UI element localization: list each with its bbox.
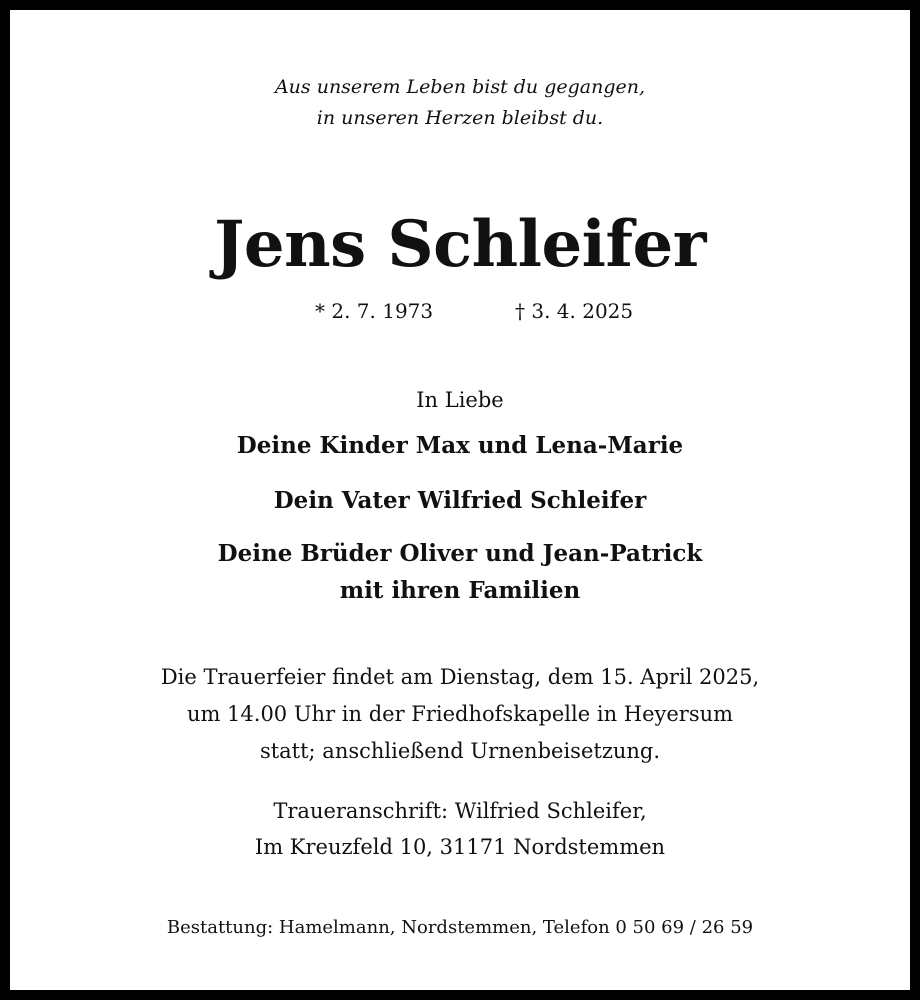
deceased-name: Jens Schleifer: [214, 207, 706, 282]
address-line-1: Traueranschrift: Wilfried Schleifer,: [273, 799, 647, 823]
mourner-line-children: Deine Kinder Max und Lena-Marie: [236, 432, 684, 459]
mourner-line-families: mit ihren Familien: [339, 577, 581, 604]
birth-date: * 2. 7. 1973: [315, 299, 434, 323]
mourners-intro: In Liebe: [416, 388, 504, 412]
service-line-3: statt; anschließend Urnenbeisetzung.: [259, 739, 661, 763]
service-line-1: Die Trauerfeier findet am Dienstag, dem 15. April 2025,: [160, 665, 760, 689]
motto-line-1: Aus unserem Leben bist du gegangen,: [274, 76, 646, 98]
service-line-2: um 14.00 Uhr in der Friedhofskapelle in Heyersum: [186, 702, 734, 726]
life-dates: [10, 297, 910, 325]
mourner-line-father: Dein Vater Wilfried Schleifer: [273, 487, 647, 514]
motto-line-2: in unseren Herzen bleibst du.: [316, 107, 604, 129]
mourner-line-brothers: Deine Brüder Oliver und Jean-Patrick: [217, 540, 703, 567]
death-date: † 3. 4. 2025: [515, 299, 634, 323]
address-line-2: Im Kreuzfeld 10, 31171 Nordstemmen: [254, 835, 666, 859]
funeral-home-footer: Bestattung: Hamelmann, Nordstemmen, Telefon 0 50 69 / 26 59: [166, 917, 754, 938]
